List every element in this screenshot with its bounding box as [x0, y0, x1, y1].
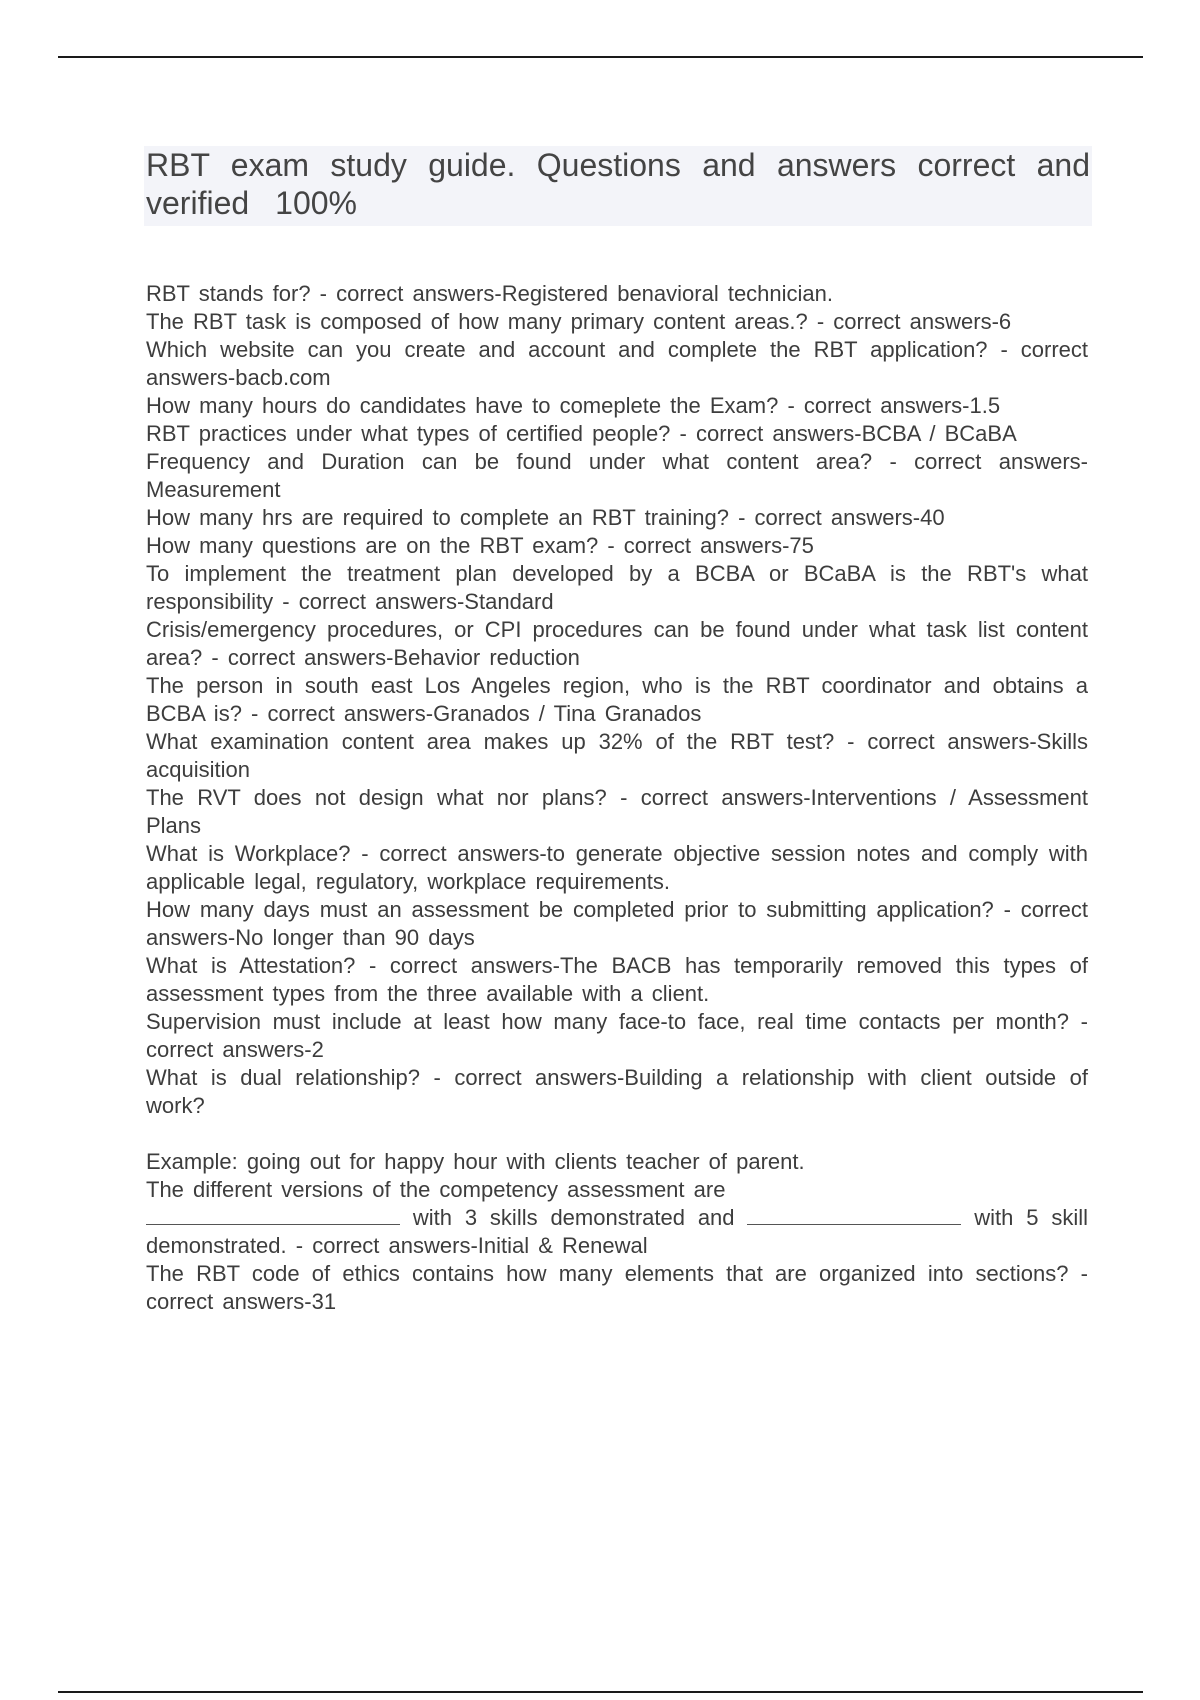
example-line: Example: going out for happy hour with clients teacher of parent.: [146, 1149, 805, 1174]
competency-part-2: with 3 skills demonstrated and: [412, 1205, 735, 1230]
qa-entry: What is Attestation? - correct answers-The BACB has temporarily removed this types of assessment types from the three available with a client.: [146, 953, 1088, 1006]
title-suffix: 100%: [275, 185, 357, 221]
qa-entry: The RVT does not design what nor plans? - correct answers-Interventions / Assessment Plans: [146, 785, 1088, 838]
qa-entry: Supervision must include at least how many face-to face, real time contacts per month? - correct answers-2: [146, 1009, 1088, 1062]
qa-entry: How many days must an assessment be completed prior to submitting application? - correct answers-No longer than 90 days: [146, 897, 1088, 950]
competency-part-3: with 5 skill demonstrated. - correct answers-Initial & Renewal: [146, 1205, 1088, 1258]
qa-entry: What examination content area makes up 32% of the RBT test? - correct answers-Skills acquisition: [146, 729, 1088, 782]
fill-in-blank: [747, 1206, 961, 1225]
qa-content: [146, 280, 1088, 1316]
qa-entry: The RBT code of ethics contains how many elements that are organized into sections? - correct answers-31: [146, 1261, 1088, 1314]
qa-entry: RBT stands for? - correct answers-Registered benavioral technician.: [146, 281, 834, 306]
qa-entry: RBT practices under what types of certified people? - correct answers-BCBA / BCaBA: [146, 421, 1017, 446]
qa-entry: Crisis/emergency procedures, or CPI procedures can be found under what task list content area? - correct answers-Behavior reduction: [146, 617, 1088, 670]
top-rule: [58, 56, 1143, 58]
qa-entry: What is dual relationship? - correct answers-Building a relationship with client outside of work?: [146, 1065, 1088, 1118]
qa-entry: How many hrs are required to complete an RBT training? - correct answers-40: [146, 505, 945, 530]
fill-in-blank: [146, 1206, 400, 1225]
qa-entry: Which website can you create and account and complete the RBT application? - correct answers-bacb.com: [146, 337, 1088, 390]
competency-part-1: The different versions of the competency assessment are: [146, 1177, 726, 1202]
bottom-rule: [58, 1691, 1143, 1693]
qa-entry: How many hours do candidates have to comeplete the Exam? - correct answers-1.5: [146, 393, 1001, 418]
qa-entry: How many questions are on the RBT exam? - correct answers-75: [146, 533, 814, 558]
document-title: [146, 146, 1090, 222]
qa-entry: Frequency and Duration can be found under what content area? - correct answers-Measurement: [146, 449, 1088, 502]
qa-entry: The RBT task is composed of how many primary content areas.? - correct answers-6: [146, 309, 1012, 334]
qa-entry: To implement the treatment plan developed by a BCBA or BCaBA is the RBT's what responsibility - correct answers-Standard: [146, 561, 1088, 614]
qa-entry: What is Workplace? - correct answers-to generate objective session notes and comply with applicable legal, regulatory, workplace requirements.: [146, 841, 1088, 894]
title-banner: [144, 146, 1092, 226]
title-main: RBT exam study guide. Questions and answers correct and verified: [146, 147, 1090, 221]
competency-entry: [146, 1176, 1088, 1260]
qa-entry: The person in south east Los Angeles region, who is the RBT coordinator and obtains a BCBA is? - correct answers-Granados / Tina Granados: [146, 673, 1088, 726]
